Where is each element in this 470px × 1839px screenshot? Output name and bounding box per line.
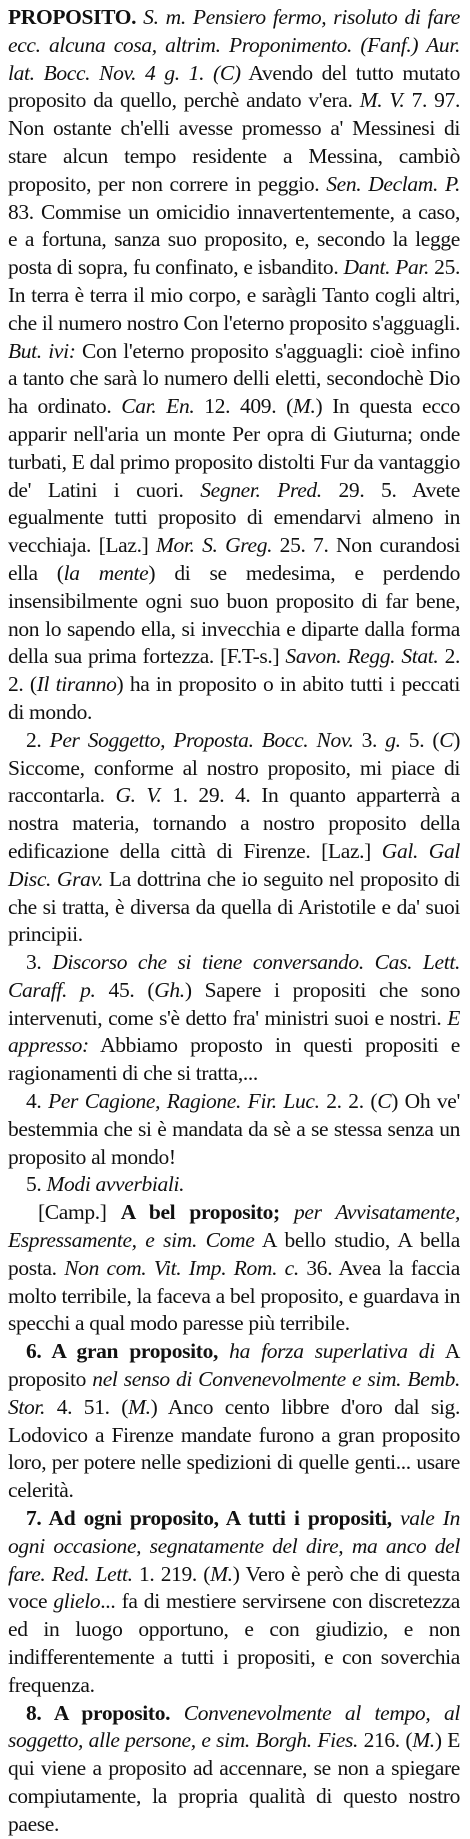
body-text: 4. xyxy=(26,1089,49,1114)
italic-text: Modi avverbiali. xyxy=(46,1172,185,1197)
italic-text: M. xyxy=(210,1561,233,1586)
italic-text: Sen. Declam. P. xyxy=(326,171,460,196)
entry-sense-2 xyxy=(8,727,460,949)
italic-text: S. m. Pensiero fermo, risoluto di fare ecc. alcuna cosa, altrim. Proponimento. (Fanf.) Aur. lat. Bocc. Nov. 4 g. 1. (C) xyxy=(8,5,460,85)
italic-text: C xyxy=(439,727,454,752)
entry-sense-6 xyxy=(8,1199,460,1338)
italic-text: vale In ogni occasione, segnatamente del dire, ma anco del fare. Red. Lett. xyxy=(8,1506,460,1586)
italic-text: Il tiranno xyxy=(36,672,117,697)
body-text: ) ha in proposito o in abito tutti i peccati di mondo. xyxy=(8,672,461,724)
body-text: 7. 97. Non ostante ch'elli avesse promesso a' Messinesi di stare alcun tempo residente a Messina, cambiò proposito, per non correre in peggio. xyxy=(8,88,460,196)
body-text: Con l'eterno proposito s'agguagli: cioè infino a tanto che sarà lo numero delli eletti, secondochè Dio ha ordinato. xyxy=(8,338,460,419)
bold-term: 6. A gran proposito, xyxy=(26,1339,219,1364)
body-text: 1. 29. 4. In quanto apparterrà a nostra materia, tornando a nostro proposito della edificazione della città di Firenze. [Laz.] xyxy=(8,783,460,863)
body-text: 1. 219. ( xyxy=(132,1561,211,1586)
italic-text: Non com. Vit. Imp. Rom. c. xyxy=(64,1255,299,1280)
body-text: 25. In terra è terra il mio corpo, e saràgli Tanto cogli altri, che il numero nostro Con l'eterno proposito s'agguagli. xyxy=(8,255,460,335)
body-text: ) E qui viene a proposito ad accennare, se non a spiegare compiutamente, la propria qualità di questo nostro paese. xyxy=(8,1728,460,1836)
body-text: 36. Avea la faccia molto terribile, la faceva a bel proposito, e guardava in specchi a qual modo paresse più terribile. xyxy=(8,1255,460,1336)
body-text: 83. Commise un omicidio innavertentemente, a caso, e a fortuna, sanza suo proposito, e, secondo la legge posta di sopra, fu confinato, e isbandito. xyxy=(8,199,460,280)
italic-text: Per Soggetto, Proposta. Bocc. Nov. xyxy=(49,727,354,752)
body-text: ) In questa ecco apparir nell'aria un monte Per opra di Giuturna; onde turbati, E dal primo proposito distolti Fur da vantaggio de' Latini i cuori. xyxy=(8,394,460,502)
body-text: A bello studio, A bella posta. xyxy=(8,1228,460,1280)
italic-text: nel senso di Convenevolmente e sim. Bemb. Stor. xyxy=(8,1367,460,1419)
body-text: ... fa di mestiere servirsene con discretezza ed in luogo opportuno, e con giudizio, e non indifferentemente a tutti i propositi, e con soverchia frequenza. xyxy=(8,1589,460,1697)
body-text: 2. xyxy=(26,727,50,752)
body-text: 25. 7. Non curandosi ella ( xyxy=(8,533,460,585)
italic-text: M. V. xyxy=(359,88,405,113)
body-text: A proposito xyxy=(8,1339,460,1392)
body-text: 2. 2. ( xyxy=(8,644,460,697)
body-text: ) Sapere i propositi che sono intervenuti, come s'è detto fra' ministri suoi e nostri. xyxy=(8,977,461,1030)
entry-sense-9 xyxy=(8,1700,460,1839)
italic-text: E appresso: xyxy=(8,1005,460,1058)
body-text: Avendo del tutto mutato proposito da quello, perchè andato v'era. xyxy=(8,60,460,113)
italic-text: Per Cagione, Ragione. Fir. Luc. xyxy=(48,1089,320,1114)
entry-sense-5 xyxy=(8,1171,460,1199)
italic-text: Discorso che si tiene conversando. Cas. Lett. Caraff. p. xyxy=(8,950,460,1002)
entry-sense-8 xyxy=(8,1505,460,1700)
body-text: 45. ( xyxy=(95,977,155,1002)
italic-text: ha forza superlativa di xyxy=(218,1339,435,1364)
body-text: ) Vero è però che di questa voce xyxy=(8,1561,460,1614)
bold-term: 8. A proposito. xyxy=(26,1700,171,1725)
italic-text: Mor. S. Greg. xyxy=(155,533,273,558)
body-text: 5. xyxy=(26,1172,47,1197)
body-text: Abbiamo proposto in questi propositi e ragionamenti di che si tratta,... xyxy=(8,1033,460,1086)
body-text: [Camp.] xyxy=(38,1200,121,1225)
entry-sense-3 xyxy=(8,949,460,1088)
italic-text: M. xyxy=(292,394,316,419)
body-text: ) Anco cento libbre d'oro dal sig. Lodovico a Firenze mandate furono a gran proposito loro, per potere nelle spedizioni di quelle genti... usare celerità. xyxy=(8,1394,460,1503)
body-text: 216. ( xyxy=(358,1728,413,1753)
body-text: La dottrina che io seguito nel proposito di che si tratta, è diversa da quella di Aristotile e da' suoi principii. xyxy=(8,866,461,947)
italic-text: per Avvisatamente, Espressamente, e sim. Come xyxy=(8,1200,460,1253)
italic-text: Savon. Regg. Stat. xyxy=(285,644,439,669)
bold-term: A bel proposito; xyxy=(120,1200,280,1225)
body-text: 12. 409. ( xyxy=(194,394,293,419)
italic-text: Gh. xyxy=(154,977,185,1002)
body-text: 2. 2. ( xyxy=(319,1089,378,1114)
entry-sense-7 xyxy=(8,1338,460,1505)
italic-text: C xyxy=(377,1089,392,1114)
body-text: 3. xyxy=(353,727,386,752)
body-text: 4. 51. ( xyxy=(45,1394,129,1419)
italic-text: G. V. xyxy=(115,783,162,808)
italic-text: M. xyxy=(412,1728,435,1753)
body-text: ) di se medesima, e perdendo insensibilmente ogni suo buon proposito di far bene, non lo sapendo ella, si invecchia e diparte dalla forma della sua prima fortezza. [F.T-s.] xyxy=(8,560,461,669)
italic-text: la mente xyxy=(63,560,149,585)
bold-term: PROPOSITO. xyxy=(8,5,137,29)
bold-term: 7. Ad ogni proposito, A tutti i propositi, xyxy=(26,1506,392,1531)
italic-text: Convenevolmente al tempo, al soggetto, alle persone, e sim. Borgh. Fies. xyxy=(8,1700,460,1753)
italic-text: Car. En. xyxy=(121,394,195,419)
italic-text: glielo xyxy=(53,1589,101,1614)
italic-text: But. ivi: xyxy=(8,338,76,363)
body-text: ) Siccome, conforme al nostro proposito, mi piace di raccontarla. xyxy=(8,727,460,808)
entry-sense-4 xyxy=(8,1088,460,1171)
body-text: ) Oh ve' bestemmia che si è mandata da sè a se stessa senza un proposito al mondo! xyxy=(8,1089,460,1169)
italic-text: Segner. Pred. xyxy=(200,477,322,502)
italic-text: g. xyxy=(385,727,401,752)
body-text: 3. xyxy=(26,950,53,975)
dictionary-entry-proposito xyxy=(8,4,460,1839)
body-text: 5. ( xyxy=(400,727,440,752)
body-text: 29. 5. Avete egualmente tutti proposito di emendarvi almeno in vecchiaja. [Laz.] xyxy=(8,477,460,558)
italic-text: Dant. Par. xyxy=(343,255,430,280)
entry-definition-1 xyxy=(8,4,460,727)
italic-text: Gal. Gal Disc. Grav. xyxy=(8,838,460,891)
italic-text: M. xyxy=(128,1394,151,1419)
